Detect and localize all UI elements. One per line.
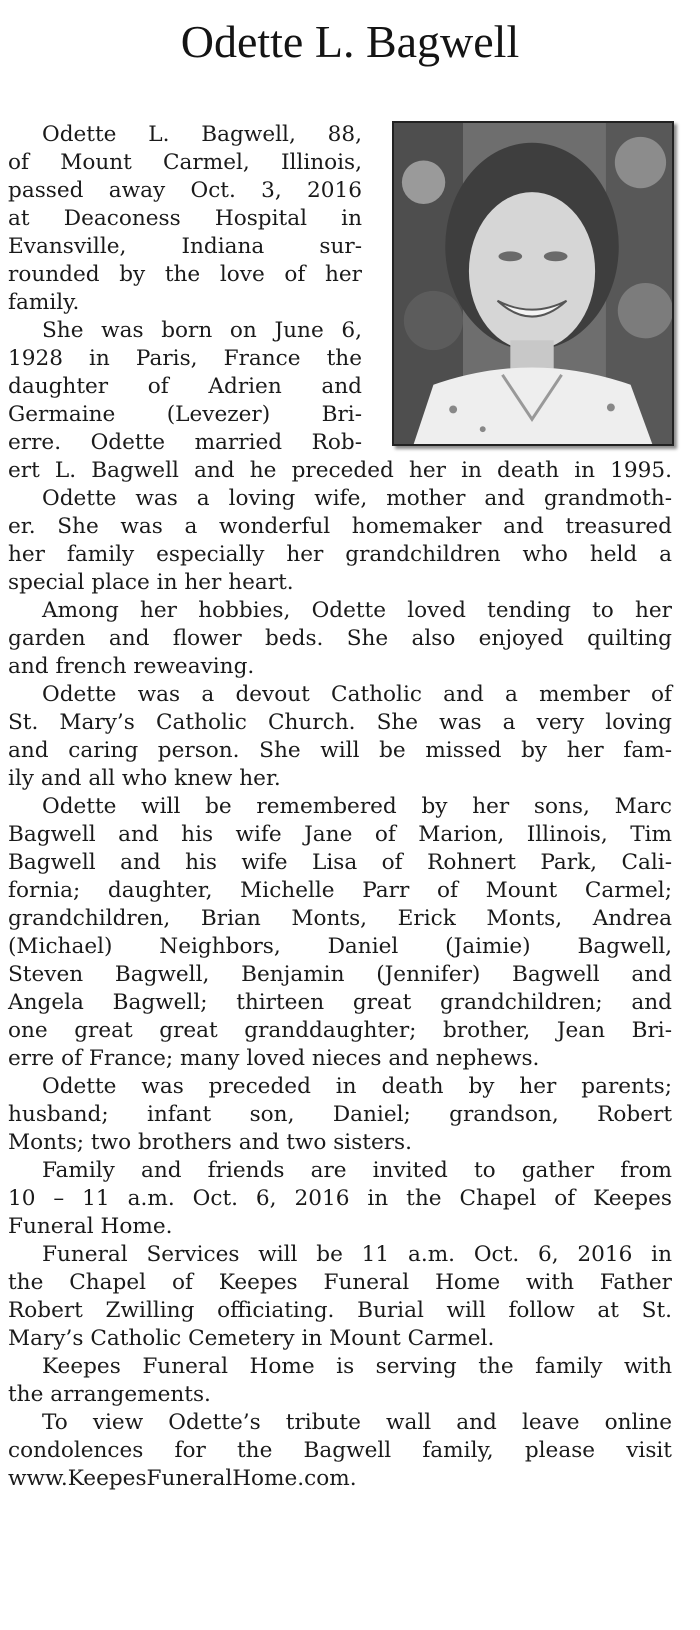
text-line: Germaine (Levezer) Bri- — [8, 402, 362, 427]
text-line: Bagwell and his wife Jane of Marion, Illinois, Tim — [8, 822, 672, 847]
text-line: daughter of Adrien and — [8, 374, 362, 399]
text-line: Funeral Services will be 11 a.m. Oct. 6, 2016 in — [42, 1242, 672, 1267]
text-line: grandchildren, Brian Monts, Erick Monts, Andrea — [8, 906, 672, 931]
text-line: er. She was a wonderful homemaker and treasured — [8, 514, 672, 539]
text-line: Mary’s Catholic Cemetery in Mount Carmel. — [8, 1326, 495, 1351]
text-line: the Chapel of Keepes Funeral Home with Father — [8, 1270, 672, 1295]
text-line: one great great granddaughter; brother, Jean Bri- — [8, 1018, 672, 1043]
text-line: Odette L. Bagwell, 88, — [42, 122, 362, 147]
text-line: Odette was a loving wife, mother and grandmoth- — [42, 486, 672, 511]
text-line: Robert Zwilling officiating. Burial will follow at St. — [8, 1298, 672, 1323]
text-line: of Mount Carmel, Illinois, — [8, 150, 362, 175]
text-line: garden and flower beds. She also enjoyed quilting — [8, 626, 672, 651]
text-line: family. — [8, 290, 80, 315]
text-line: erre. Odette married Rob- — [8, 430, 362, 455]
text-line: St. Mary’s Catholic Church. She was a very loving — [8, 710, 672, 735]
obituary-title: Odette L. Bagwell — [180, 16, 520, 67]
text-line: Odette was preceded in death by her parents; — [42, 1074, 672, 1099]
text-line: fornia; daughter, Michelle Parr of Mount Carmel; — [8, 878, 672, 903]
text-line: Funeral Home. — [8, 1214, 173, 1239]
text-line: at Deaconess Hospital in — [8, 206, 362, 231]
text-line: her family especially her grandchildren who held a — [8, 542, 672, 567]
text-line: Keepes Funeral Home is serving the family with — [42, 1354, 672, 1379]
text-line: Odette was a devout Catholic and a member of — [42, 682, 672, 707]
text-line: To view Odette’s tribute wall and leave online — [42, 1410, 672, 1435]
text-line: Bagwell and his wife Lisa of Rohnert Park, Cali- — [8, 850, 672, 875]
text-line: Odette will be remembered by her sons, Marc — [42, 794, 672, 819]
text-line: Monts; two brothers and two sisters. — [8, 1130, 413, 1155]
text-line: (Michael) Neighbors, Daniel (Jaimie) Bagwell, — [8, 934, 672, 959]
portrait-photo — [392, 121, 674, 446]
text-line: 10 – 11 a.m. Oct. 6, 2016 in the Chapel of Keepes — [8, 1186, 672, 1211]
portrait-photo-icon — [394, 123, 672, 444]
text-line: special place in her heart. — [8, 570, 294, 595]
website-link[interactable]: www.KeepesFuneralHome.com. — [8, 1466, 357, 1491]
text-line: erre of France; many loved nieces and nephews. — [8, 1046, 540, 1071]
text-line: Family and friends are invited to gather from — [42, 1158, 672, 1183]
text-line: 1928 in Paris, France the — [8, 346, 362, 371]
text-line: ert L. Bagwell and he preceded her in death in 1995. — [8, 458, 672, 483]
text-line: and french reweaving. — [8, 654, 255, 679]
text-line: rounded by the love of her — [8, 262, 362, 287]
text-line: ily and all who knew her. — [8, 766, 281, 791]
text-line: the arrangements. — [8, 1382, 211, 1407]
text-line: Among her hobbies, Odette loved tending to her — [42, 598, 672, 623]
text-line: condolences for the Bagwell family, please visit — [8, 1438, 672, 1463]
text-line: Steven Bagwell, Benjamin (Jennifer) Bagwell and — [8, 962, 672, 987]
text-line: passed away Oct. 3, 2016 — [8, 178, 362, 203]
text-line: Evansville, Indiana sur- — [8, 234, 362, 259]
text-line: and caring person. She will be missed by her fam- — [8, 738, 672, 763]
text-line: She was born on June 6, — [42, 318, 362, 343]
text-line: husband; infant son, Daniel; grandson, Robert — [8, 1102, 672, 1127]
text-line: Angela Bagwell; thirteen great grandchildren; and — [8, 990, 672, 1015]
